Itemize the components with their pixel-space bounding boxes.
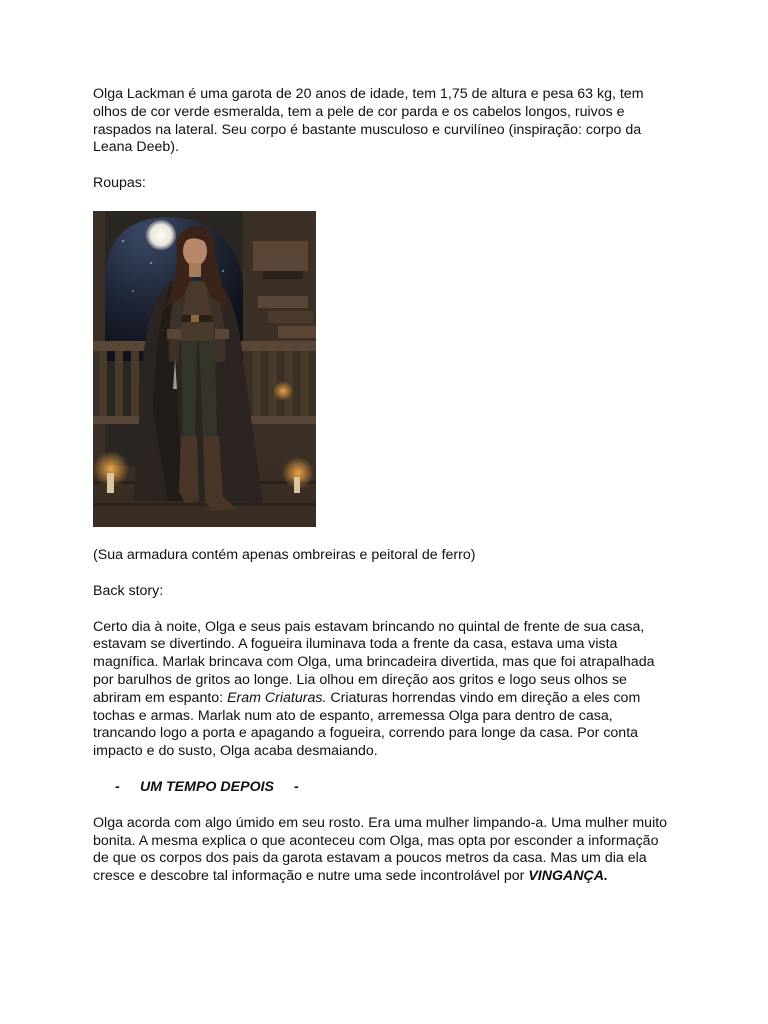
intro-line: raspados na lateral. Seu corpo é bastante musculoso e curvilíneo (inspiração: corpo da: [93, 121, 642, 138]
backstory-label: Back story:: [93, 582, 164, 599]
story-text: abriram em espanto:: [93, 689, 228, 706]
intro-line: olhos de cor verde esmeralda, tem a pele de cor parda e os cabelos longos, ruivos e: [93, 103, 625, 120]
story-line: Olga acorda com algo úmido em seu rosto. Era uma mulher limpando-a. Uma mulher muito: [93, 814, 668, 831]
story-line: trancando logo a porta e apagando a fogueira, correndo para longe da casa. Por conta: [93, 725, 639, 742]
intro-line: Leana Deeb).: [93, 139, 179, 156]
story-text: Criaturas horrendas vindo em direção a eles com: [326, 689, 641, 706]
heading-dash: -: [115, 778, 120, 795]
story-text: cresce e descobre tal informação e nutre uma sede incontrolável por: [93, 868, 529, 885]
emphasis-text: Eram Criaturas.: [227, 689, 327, 706]
story-line: [93, 690, 673, 708]
character-illustration: [93, 211, 316, 527]
image-caption: (Sua armadura contém apenas ombreiras e peitoral de ferro): [93, 546, 476, 563]
emphasis-text: VINGANÇA.: [528, 868, 608, 885]
story-line: [93, 868, 673, 886]
story-line: impacto e do susto, Olga acaba desmaiando.: [93, 743, 378, 760]
story-line: estavam se divertindo. A fogueira iluminava toda a frente da casa, estava uma vista: [93, 636, 618, 653]
story-line: bonita. A mesma explica o que aconteceu com Olga, mas opta por esconder a informação: [93, 832, 659, 849]
story-line: tochas e armas. Marlak num ato de espanto, arremessa Olga para dentro de casa,: [93, 707, 613, 724]
document-page: [93, 86, 673, 886]
warrior-woman-image: [93, 211, 316, 527]
intro-line: Olga Lackman é uma garota de 20 anos de idade, tem 1,75 de altura e pesa 63 kg, tem: [93, 86, 644, 102]
heading-text: UM TEMPO DEPOIS: [140, 778, 275, 795]
story-line: magnífica. Marlak brincava com Olga, uma brincadeira divertida, mas que foi atrapalhada: [93, 654, 655, 671]
story-line: de que os corpos dos pais da garota estavam a poucos metros da casa. Mas um dia ela: [93, 850, 647, 867]
roupas-label: Roupas:: [93, 175, 146, 192]
section-heading: [93, 779, 673, 797]
story-line: Certo dia à noite, Olga e seus pais estavam brincando no quintal de frente de sua casa,: [93, 618, 645, 635]
heading-dash: -: [294, 778, 299, 795]
story-line: por barulhos de gritos ao longe. Lia olhou em direção aos gritos e logo seus olhos se: [93, 671, 627, 688]
